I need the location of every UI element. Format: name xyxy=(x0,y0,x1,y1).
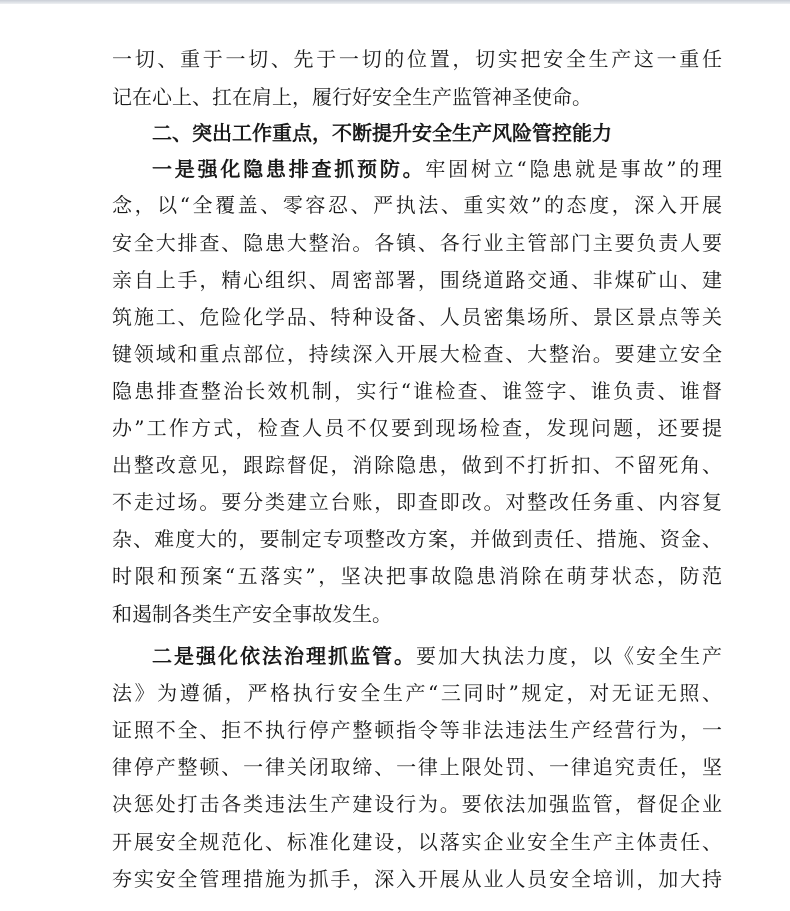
body-line: 杂、难度大的，要制定专项整改方案，并做到责任、措施、资金、 xyxy=(112,527,722,551)
page-top-border xyxy=(0,0,790,4)
body-line: 开展安全规范化、标准化建设，以落实企业安全生产主体责任、 xyxy=(112,830,722,854)
body-line: 出整改意见，跟踪督促，消除隐患，做到不打折扣、不留死角、 xyxy=(112,453,722,477)
body-line: 亲自上手，精心组织、周密部署，围绕道路交通、非煤矿山、建 xyxy=(112,268,722,292)
body-line: 法》为遵循，严格执行安全生产“三同时”规定，对无证无照、 xyxy=(112,681,722,705)
body-text: 牢固树立“隐患就是事故”的理 xyxy=(425,157,723,181)
body-line: 筑施工、危险化学品、特种设备、人员密集场所、景区景点等关 xyxy=(112,305,722,329)
paragraph-1-first-line xyxy=(152,152,722,186)
body-line: 一切、重于一切、先于一切的位置，切实把安全生产这一重任 xyxy=(112,47,722,71)
paragraph-2-lead: 二是强化依法治理抓监管。 xyxy=(152,644,416,668)
body-line: 键领域和重点部位，持续深入开展大检查、大整治。要建立安全 xyxy=(112,342,722,366)
body-line: 办”工作方式，检查人员不仅要到现场检查，发现问题，还要提 xyxy=(112,416,722,440)
body-line: 记在心上、扛在肩上，履行好安全生产监管神圣使命。 xyxy=(112,85,592,109)
body-line: 安全大排查、隐患大整治。各镇、各行业主管部门主要负责人要 xyxy=(112,231,722,255)
body-line: 夯实安全管理措施为抓手，深入开展从业人员安全培训，加大持 xyxy=(112,867,722,891)
body-line: 念，以“全覆盖、零容忍、严执法、重实效”的态度，深入开展 xyxy=(112,193,722,217)
body-line: 和遏制各类生产安全事故发生。 xyxy=(112,602,392,626)
body-text: 要加大执法力度，以《安全生产 xyxy=(416,644,722,668)
body-line: 律停产整顿、一律关闭取缔、一律上限处罚、一律追究责任，坚 xyxy=(112,755,722,779)
body-line: 隐患排查整治长效机制，实行“谁检查、谁签字、谁负责、谁督 xyxy=(112,379,722,403)
section-heading: 二、突出工作重点，不断提升安全生产风险管控能力 xyxy=(152,121,612,145)
body-line: 决惩处打击各类违法生产建设行为。要依法加强监管，督促企业 xyxy=(112,792,722,816)
paragraph-2-first-line xyxy=(152,639,722,673)
body-line: 证照不全、拒不执行停产整顿指令等非法违法生产经营行为，一 xyxy=(112,718,722,742)
body-line: 不走过场。要分类建立台账，即查即改。对整改任务重、内容复 xyxy=(112,490,722,514)
paragraph-1-lead: 一是强化隐患排查抓预防。 xyxy=(152,157,426,181)
body-line: 时限和预案“五落实”，坚决把事故隐患消除在萌芽状态，防范 xyxy=(112,564,722,588)
